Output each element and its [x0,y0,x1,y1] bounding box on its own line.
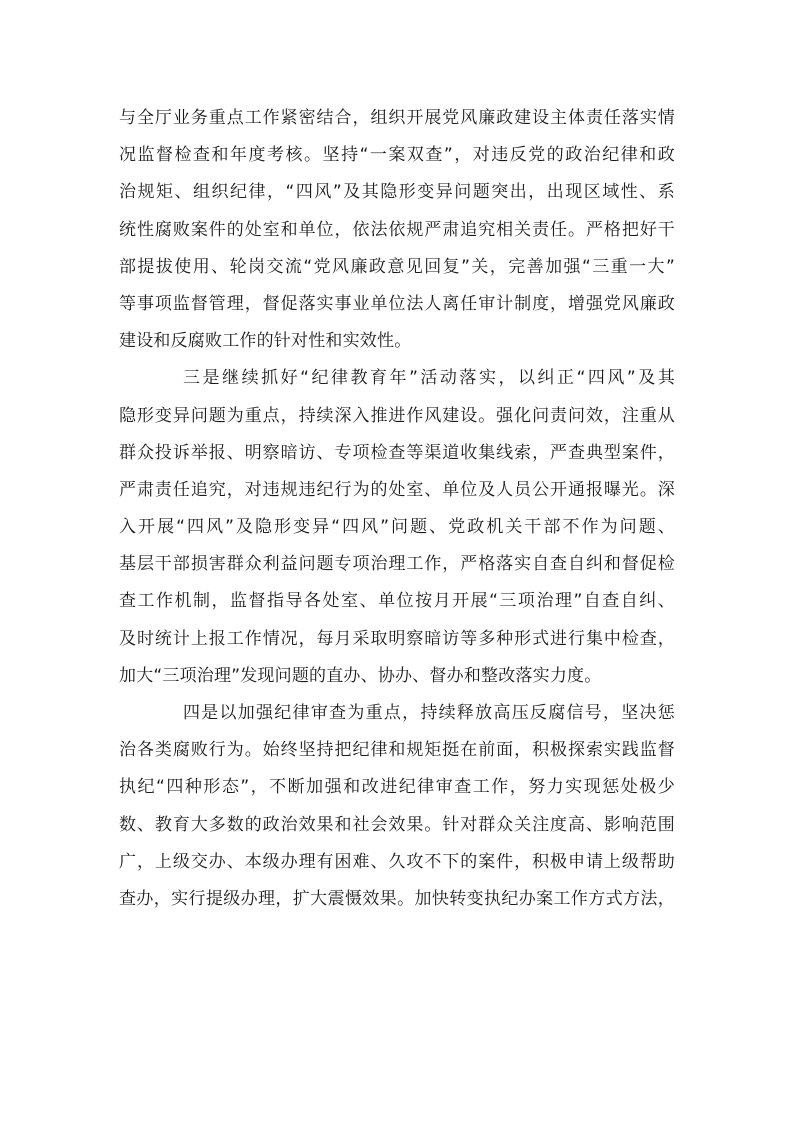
text-line: 查工作机制，监督指导各处室、单位按月开展“三项治理”自查自纠、 [119,591,675,612]
text-line: 四是以加强纪律审查为重点，持续释放高压反腐信号，坚决惩 [183,703,675,723]
text-line: 隐形变异问题为重点，持续深入推进作风建设。强化问责问效，注重从 [119,405,675,426]
text-line: 三是继续抓好“纪律教育年”活动落实，以纠正“四风”及其 [183,368,675,389]
text-line: 执纪“四种形态”，不断加强和改进纪律审查工作，努力实现惩处极少 [119,777,675,798]
paragraph-three [119,360,675,695]
text-line: 加大“三项治理”发现问题的直办、协办、督办和整改落实力度。 [119,665,602,686]
text-line: 基层干部损害群众利益问题专项治理工作，严格落实自查自纠和督促检 [119,554,675,575]
text-line: 严肃责任追究，对违规违纪行为的处室、单位及人员公开通报曝光。深 [119,479,675,500]
paragraph-continued [119,100,675,360]
text-line: 部提拔使用、轮岗交流“党风廉政意见回复”关，完善加强“三重一大” [119,256,675,277]
text-line: 与全厅业务重点工作紧密结合，组织开展党风廉政建设主体责任落实情 [119,108,675,128]
text-line: 及时统计上报工作情况，每月采取明察暗访等多种形式进行集中检查， [119,628,675,649]
text-line: 广，上级交办、本级办理有困难、久攻不下的案件，积极申请上级帮助 [119,851,675,872]
paragraph-four [119,695,675,918]
text-line: 治各类腐败行为。始终坚持把纪律和规矩挺在前面，积极探索实践监督 [119,740,675,761]
text-line: 数、教育大多数的政治效果和社会效果。针对群众关注度高、影响范围 [119,814,675,835]
text-line: 统性腐败案件的处室和单位，依法依规严肃追究相关责任。严格把好干 [119,219,675,240]
text-line: 查办，实行提级办理，扩大震慑效果。加快转变执纪办案工作方式方法， [119,888,675,909]
text-line: 等事项监督管理，督促落实事业单位法人离任审计制度，增强党风廉政 [119,293,675,314]
text-line: 建设和反腐败工作的针对性和实效性。 [119,331,412,352]
text-line: 治规矩、组织纪律，“四风”及其隐形变异问题突出，出现区域性、系 [119,182,675,203]
text-line: 入开展“四风”及隐形变异“四风”问题、党政机关干部不作为问题、 [119,517,675,538]
document-page [119,100,675,918]
text-line: 况监督检查和年度考核。坚持“一案双查”，对违反党的政治纪律和政 [119,145,675,166]
text-line: 群众投诉举报、明察暗访、专项检查等渠道收集线索，严查典型案件， [119,442,675,463]
